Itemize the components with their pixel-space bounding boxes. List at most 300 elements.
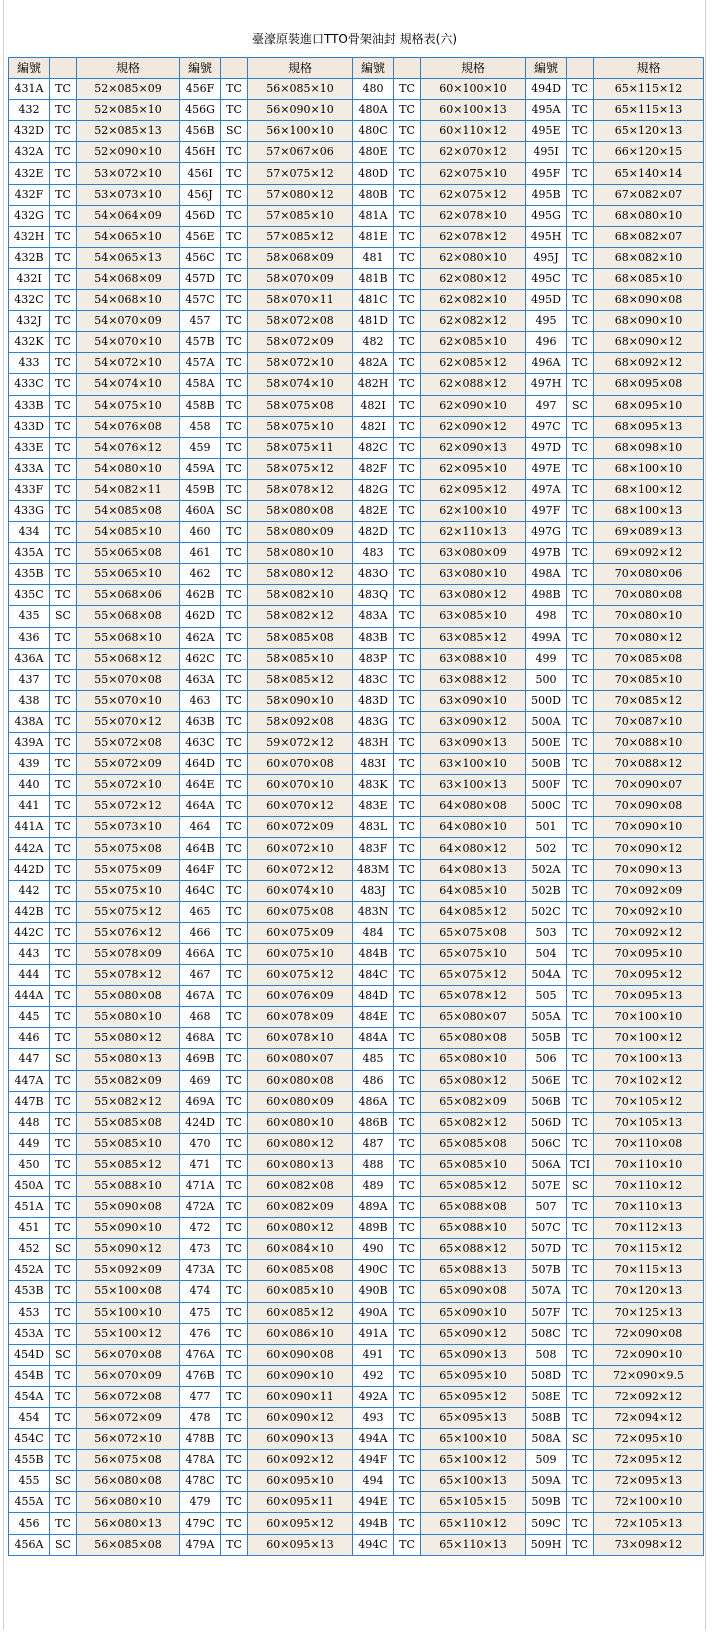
type-cell: TC	[221, 648, 248, 669]
spec-cell: 58×072×08	[248, 311, 353, 332]
title-bar	[4, 0, 705, 58]
spec-table	[8, 57, 704, 1556]
type-cell: TC	[567, 522, 594, 543]
code-cell: 483G	[353, 711, 394, 732]
type-cell: TC	[50, 986, 77, 1007]
code-cell: 462B	[180, 585, 221, 606]
spec-cell: 70×080×06	[594, 564, 704, 585]
spec-cell: 58×075×11	[248, 437, 353, 458]
code-cell: 433C	[9, 374, 50, 395]
code-cell: 483F	[353, 838, 394, 859]
code-cell: 432A	[9, 142, 50, 163]
type-cell: TC	[50, 522, 77, 543]
type-cell: TC	[50, 775, 77, 796]
code-cell: 453B	[9, 1281, 50, 1302]
type-cell: TC	[567, 1365, 594, 1386]
spec-cell: 55×073×10	[77, 817, 180, 838]
type-cell: TC	[567, 142, 594, 163]
spec-cell: 68×100×10	[594, 458, 704, 479]
header-type	[394, 58, 421, 79]
code-cell: 466A	[180, 943, 221, 964]
type-cell: TC	[50, 627, 77, 648]
table-header-row	[9, 58, 704, 79]
type-cell: TC	[567, 1028, 594, 1049]
spec-cell: 56×072×10	[77, 1429, 180, 1450]
spec-cell: 55×068×12	[77, 648, 180, 669]
code-cell: 505A	[526, 1007, 567, 1028]
type-cell: TC	[567, 1323, 594, 1344]
code-cell: 474	[180, 1281, 221, 1302]
type-cell: TC	[221, 1197, 248, 1218]
type-cell: TC	[221, 986, 248, 1007]
spec-cell: 70×092×12	[594, 922, 704, 943]
code-cell: 494C	[353, 1534, 394, 1555]
code-cell: 454B	[9, 1365, 50, 1386]
code-cell: 502	[526, 838, 567, 859]
code-cell: 480B	[353, 184, 394, 205]
spec-cell: 58×080×09	[248, 522, 353, 543]
spec-cell: 63×088×10	[421, 648, 526, 669]
code-cell: 476B	[180, 1365, 221, 1386]
type-cell: TC	[50, 1218, 77, 1239]
type-cell: TC	[221, 880, 248, 901]
code-cell: 490C	[353, 1260, 394, 1281]
table-row	[9, 922, 704, 943]
code-cell: 507F	[526, 1302, 567, 1323]
type-cell: TC	[50, 1492, 77, 1513]
type-cell: TC	[567, 1133, 594, 1154]
spec-cell: 70×090×13	[594, 859, 704, 880]
code-cell: 482I	[353, 416, 394, 437]
spec-cell: 56×072×09	[77, 1408, 180, 1429]
code-cell: 432K	[9, 332, 50, 353]
spec-cell: 60×095×12	[248, 1513, 353, 1534]
spec-cell: 60×080×08	[248, 1070, 353, 1091]
type-cell: SC	[50, 1049, 77, 1070]
code-cell: 509A	[526, 1471, 567, 1492]
table-row	[9, 796, 704, 817]
code-cell: 470	[180, 1133, 221, 1154]
code-cell: 508E	[526, 1386, 567, 1407]
code-cell: 442D	[9, 859, 50, 880]
spec-cell: 70×080×12	[594, 627, 704, 648]
type-cell: TC	[221, 1133, 248, 1154]
code-cell: 494F	[353, 1450, 394, 1471]
type-cell: TC	[394, 1302, 421, 1323]
spec-cell: 55×075×10	[77, 880, 180, 901]
code-cell: 438	[9, 690, 50, 711]
code-cell: 509B	[526, 1492, 567, 1513]
code-cell: 465	[180, 901, 221, 922]
spec-cell: 70×102×12	[594, 1070, 704, 1091]
spec-cell: 58×074×10	[248, 374, 353, 395]
code-cell: 464C	[180, 880, 221, 901]
code-cell: 497E	[526, 458, 567, 479]
type-cell: TC	[394, 79, 421, 100]
type-cell: TC	[221, 1154, 248, 1175]
spec-cell: 60×080×10	[248, 1112, 353, 1133]
type-cell: TC	[567, 859, 594, 880]
code-cell: 506B	[526, 1091, 567, 1112]
code-cell: 484E	[353, 1007, 394, 1028]
type-cell: TC	[567, 711, 594, 732]
spec-cell: 58×078×12	[248, 479, 353, 500]
type-cell: TC	[221, 1049, 248, 1070]
spec-cell: 56×070×09	[77, 1365, 180, 1386]
code-cell: 454	[9, 1408, 50, 1429]
spec-cell: 66×120×15	[594, 142, 704, 163]
code-cell: 480E	[353, 142, 394, 163]
spec-sheet	[3, 0, 706, 1630]
type-cell: TC	[394, 1112, 421, 1133]
type-cell: TC	[50, 1260, 77, 1281]
type-cell: TC	[221, 1534, 248, 1555]
spec-cell: 53×073×10	[77, 184, 180, 205]
spec-cell: 60×070×08	[248, 754, 353, 775]
spec-cell: 62×090×13	[421, 437, 526, 458]
type-cell: TC	[394, 1513, 421, 1534]
code-cell: 462C	[180, 648, 221, 669]
table-row	[9, 627, 704, 648]
spec-cell: 65×088×13	[421, 1260, 526, 1281]
table-row	[9, 585, 704, 606]
type-cell: TC	[221, 1091, 248, 1112]
code-cell: 471A	[180, 1175, 221, 1196]
type-cell: TC	[221, 564, 248, 585]
spec-cell: 60×080×12	[248, 1133, 353, 1154]
code-cell: 487	[353, 1133, 394, 1154]
spec-cell: 64×080×10	[421, 817, 526, 838]
code-cell: 451A	[9, 1197, 50, 1218]
code-cell: 483C	[353, 669, 394, 690]
spec-cell: 63×085×12	[421, 627, 526, 648]
type-cell: TC	[50, 859, 77, 880]
code-cell: 500A	[526, 711, 567, 732]
code-cell: 456C	[180, 247, 221, 268]
type-cell: TC	[50, 311, 77, 332]
code-cell: 508	[526, 1344, 567, 1365]
spec-cell: 56×080×10	[77, 1492, 180, 1513]
type-cell: TC	[221, 290, 248, 311]
code-cell: 437	[9, 669, 50, 690]
type-cell: TC	[50, 1450, 77, 1471]
code-cell: 432C	[9, 290, 50, 311]
type-cell: TC	[221, 965, 248, 986]
code-cell: 480	[353, 79, 394, 100]
spec-cell: 63×080×12	[421, 585, 526, 606]
spec-cell: 60×075×09	[248, 922, 353, 943]
code-cell: 497	[526, 395, 567, 416]
table-row	[9, 965, 704, 986]
spec-cell: 55×090×10	[77, 1218, 180, 1239]
spec-cell: 64×085×10	[421, 880, 526, 901]
code-cell: 507B	[526, 1260, 567, 1281]
spec-cell: 60×095×11	[248, 1492, 353, 1513]
spec-cell: 55×090×12	[77, 1239, 180, 1260]
spec-cell: 68×090×10	[594, 311, 704, 332]
type-cell: TC	[50, 1070, 77, 1091]
code-cell: 459B	[180, 479, 221, 500]
code-cell: 454A	[9, 1386, 50, 1407]
code-cell: 467	[180, 965, 221, 986]
type-cell: TC	[567, 1070, 594, 1091]
code-cell: 463	[180, 690, 221, 711]
spec-cell: 60×092×12	[248, 1450, 353, 1471]
spec-cell: 62×095×10	[421, 458, 526, 479]
table-row	[9, 142, 704, 163]
code-cell: 441	[9, 796, 50, 817]
code-cell: 484C	[353, 965, 394, 986]
type-cell: TC	[50, 1197, 77, 1218]
code-cell: 483E	[353, 796, 394, 817]
type-cell: TC	[394, 1070, 421, 1091]
code-cell: 450A	[9, 1175, 50, 1196]
table-row	[9, 1323, 704, 1344]
spec-cell: 58×075×10	[248, 416, 353, 437]
spec-cell: 68×095×10	[594, 395, 704, 416]
type-cell: TC	[567, 1260, 594, 1281]
table-row	[9, 986, 704, 1007]
table-row	[9, 1028, 704, 1049]
spec-cell: 60×072×09	[248, 817, 353, 838]
code-cell: 501	[526, 817, 567, 838]
spec-cell: 60×100×10	[421, 79, 526, 100]
spec-cell: 70×105×13	[594, 1112, 704, 1133]
spec-cell: 68×095×08	[594, 374, 704, 395]
spec-cell: 60×075×08	[248, 901, 353, 922]
spec-cell: 56×085×10	[248, 79, 353, 100]
type-cell: TC	[50, 374, 77, 395]
spec-cell: 70×115×12	[594, 1239, 704, 1260]
code-cell: 432D	[9, 121, 50, 142]
code-cell: 441A	[9, 817, 50, 838]
spec-cell: 65×088×10	[421, 1218, 526, 1239]
code-cell: 490	[353, 1239, 394, 1260]
type-cell: TC	[50, 922, 77, 943]
code-cell: 433E	[9, 437, 50, 458]
code-cell: 432J	[9, 311, 50, 332]
spec-cell: 56×072×08	[77, 1386, 180, 1407]
spec-cell: 58×090×10	[248, 690, 353, 711]
type-cell: TC	[567, 838, 594, 859]
type-cell: TC	[394, 1175, 421, 1196]
spec-cell: 56×080×13	[77, 1513, 180, 1534]
code-cell: 489	[353, 1175, 394, 1196]
spec-cell: 54×076×12	[77, 437, 180, 458]
table-row	[9, 943, 704, 964]
spec-cell: 60×090×12	[248, 1408, 353, 1429]
spec-cell: 63×090×10	[421, 690, 526, 711]
type-cell: TC	[394, 1408, 421, 1429]
type-cell: TC	[394, 1365, 421, 1386]
code-cell: 500B	[526, 754, 567, 775]
code-cell: 484	[353, 922, 394, 943]
spec-cell: 54×075×10	[77, 395, 180, 416]
spec-cell: 63×085×10	[421, 606, 526, 627]
code-cell: 507E	[526, 1175, 567, 1196]
table-row	[9, 332, 704, 353]
code-cell: 508A	[526, 1429, 567, 1450]
type-cell: TC	[221, 311, 248, 332]
code-cell: 483	[353, 543, 394, 564]
type-cell: TC	[50, 585, 77, 606]
spec-cell: 60×090×10	[248, 1365, 353, 1386]
table-row	[9, 1492, 704, 1513]
type-cell: TC	[50, 796, 77, 817]
code-cell: 447	[9, 1049, 50, 1070]
code-cell: 478B	[180, 1429, 221, 1450]
table-row	[9, 522, 704, 543]
table-row	[9, 817, 704, 838]
type-cell: TC	[221, 395, 248, 416]
code-cell: 448	[9, 1112, 50, 1133]
type-cell: TC	[221, 669, 248, 690]
spec-cell: 65×080×10	[421, 1049, 526, 1070]
spec-cell: 60×070×12	[248, 796, 353, 817]
code-cell: 495B	[526, 184, 567, 205]
spec-cell: 56×075×08	[77, 1450, 180, 1471]
header-type	[567, 58, 594, 79]
type-cell: TC	[50, 838, 77, 859]
spec-cell: 55×100×10	[77, 1302, 180, 1323]
table-row	[9, 1112, 704, 1133]
type-cell: TC	[567, 1302, 594, 1323]
type-cell: TC	[221, 838, 248, 859]
table-row	[9, 479, 704, 500]
page-title: 臺濠原裝進口TTO骨架油封 規格表(六)	[251, 32, 458, 46]
type-cell: TC	[394, 648, 421, 669]
spec-cell: 70×100×10	[594, 1007, 704, 1028]
spec-cell: 55×070×12	[77, 711, 180, 732]
spec-cell: 60×085×12	[248, 1302, 353, 1323]
table-row	[9, 226, 704, 247]
spec-cell: 65×085×08	[421, 1133, 526, 1154]
spec-cell: 55×072×12	[77, 796, 180, 817]
type-cell: TC	[567, 1450, 594, 1471]
code-cell: 494	[353, 1471, 394, 1492]
spec-cell: 55×090×08	[77, 1197, 180, 1218]
spec-cell: 65×095×13	[421, 1408, 526, 1429]
type-cell: TC	[567, 901, 594, 922]
spec-cell: 56×100×10	[248, 121, 353, 142]
code-cell: 464	[180, 817, 221, 838]
table-row	[9, 669, 704, 690]
table-row	[9, 1154, 704, 1175]
table-row	[9, 79, 704, 100]
type-cell: TC	[50, 754, 77, 775]
spec-cell: 65×078×12	[421, 986, 526, 1007]
spec-cell: 58×072×09	[248, 332, 353, 353]
type-cell: TC	[50, 100, 77, 121]
spec-cell: 60×080×09	[248, 1091, 353, 1112]
table-row	[9, 458, 704, 479]
type-cell: TC	[50, 669, 77, 690]
type-cell: TC	[221, 901, 248, 922]
type-cell: TC	[221, 226, 248, 247]
code-cell: 483M	[353, 859, 394, 880]
code-cell: 506D	[526, 1112, 567, 1133]
code-cell: 491A	[353, 1323, 394, 1344]
type-cell: TC	[221, 1028, 248, 1049]
type-cell: TC	[394, 838, 421, 859]
spec-cell: 58×070×09	[248, 268, 353, 289]
spec-cell: 65×080×08	[421, 1028, 526, 1049]
code-cell: 492	[353, 1365, 394, 1386]
type-cell: TC	[394, 1386, 421, 1407]
type-cell: TC	[567, 268, 594, 289]
spec-cell: 63×080×10	[421, 564, 526, 585]
code-cell: 500	[526, 669, 567, 690]
code-cell: 424D	[180, 1112, 221, 1133]
code-cell: 445	[9, 1007, 50, 1028]
type-cell: TC	[50, 543, 77, 564]
type-cell: TC	[394, 1218, 421, 1239]
code-cell: 453A	[9, 1323, 50, 1344]
code-cell: 462D	[180, 606, 221, 627]
type-cell: TC	[394, 522, 421, 543]
code-cell: 472	[180, 1218, 221, 1239]
code-cell: 464A	[180, 796, 221, 817]
type-cell: TC	[50, 226, 77, 247]
code-cell: 451	[9, 1218, 50, 1239]
spec-cell: 72×090×10	[594, 1344, 704, 1365]
spec-cell: 55×075×12	[77, 901, 180, 922]
spec-cell: 67×082×07	[594, 184, 704, 205]
type-cell: TC	[221, 690, 248, 711]
spec-cell: 65×082×12	[421, 1112, 526, 1133]
spec-cell: 63×100×10	[421, 754, 526, 775]
header-type	[50, 58, 77, 79]
spec-cell: 62×085×10	[421, 332, 526, 353]
spec-cell: 56×090×10	[248, 100, 353, 121]
spec-cell: 65×075×08	[421, 922, 526, 943]
spec-cell: 60×085×10	[248, 1281, 353, 1302]
spec-cell: 58×075×12	[248, 458, 353, 479]
type-cell: TC	[567, 1239, 594, 1260]
spec-cell: 65×080×07	[421, 1007, 526, 1028]
code-cell: 482H	[353, 374, 394, 395]
code-cell: 490A	[353, 1302, 394, 1323]
spec-cell: 55×070×08	[77, 669, 180, 690]
type-cell: SC	[50, 1534, 77, 1555]
spec-cell: 60×090×11	[248, 1386, 353, 1407]
table-row	[9, 838, 704, 859]
spec-cell: 70×090×07	[594, 775, 704, 796]
type-cell: TC	[50, 1112, 77, 1133]
type-cell: TC	[221, 79, 248, 100]
spec-cell: 70×112×13	[594, 1218, 704, 1239]
table-row	[9, 543, 704, 564]
code-cell: 494E	[353, 1492, 394, 1513]
type-cell: TC	[394, 100, 421, 121]
code-cell: 484D	[353, 986, 394, 1007]
spec-cell: 70×092×09	[594, 880, 704, 901]
type-cell: TC	[567, 543, 594, 564]
code-cell: 495D	[526, 290, 567, 311]
type-cell: TC	[567, 1408, 594, 1429]
type-cell: TC	[221, 754, 248, 775]
code-cell: 483N	[353, 901, 394, 922]
table-row	[9, 606, 704, 627]
type-cell: TC	[394, 775, 421, 796]
spec-cell: 65×120×13	[594, 121, 704, 142]
code-cell: 480D	[353, 163, 394, 184]
code-cell: 459A	[180, 458, 221, 479]
spec-cell: 68×085×10	[594, 268, 704, 289]
code-cell: 481	[353, 247, 394, 268]
spec-cell: 70×080×10	[594, 606, 704, 627]
type-cell: TC	[567, 880, 594, 901]
